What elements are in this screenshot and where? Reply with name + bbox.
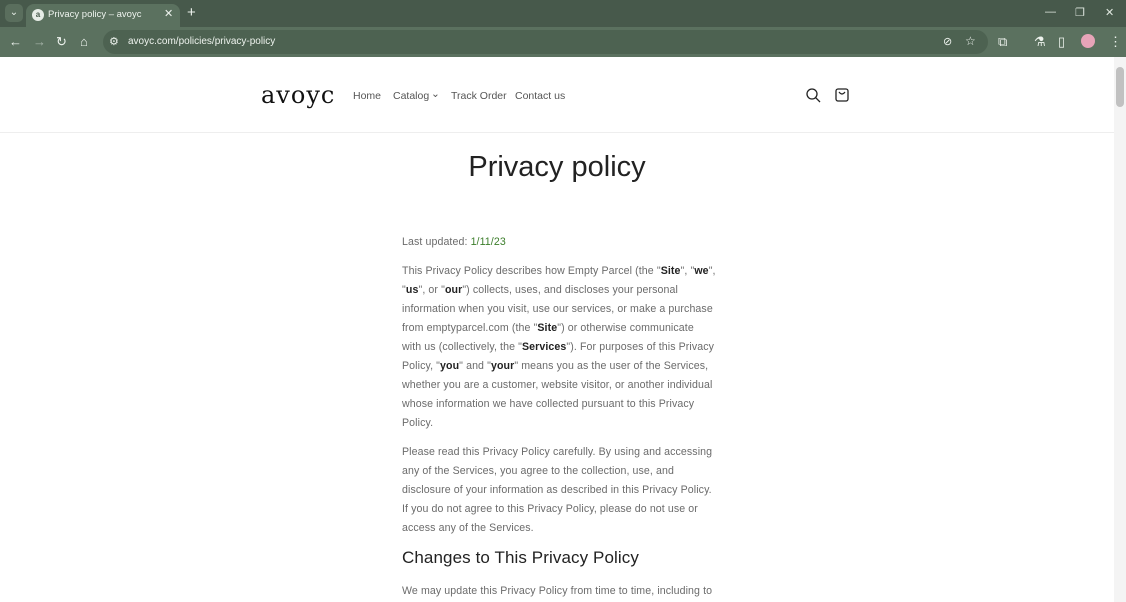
labs-flask-icon[interactable]: ⚗ xyxy=(1034,34,1046,49)
paragraph-line xyxy=(402,481,732,500)
text-segment: ") or otherwise communicate xyxy=(557,322,694,334)
new-tab-icon[interactable]: + xyxy=(187,4,196,21)
text-segment: Policy. xyxy=(402,417,434,429)
text-segment: ", xyxy=(708,265,716,277)
text-segment: ", " xyxy=(680,265,695,277)
nav-home[interactable]: Home xyxy=(353,90,382,102)
cart-icon[interactable] xyxy=(835,87,850,103)
search-icon[interactable] xyxy=(806,88,821,103)
policy-paragraph xyxy=(402,443,732,538)
bold-term: Site xyxy=(660,265,681,277)
text-segment: If you do not agree to this Privacy Policy, please do not use or xyxy=(402,503,698,515)
bookmark-star-icon[interactable]: ☆ xyxy=(965,34,976,48)
bold-term: us xyxy=(405,284,419,296)
text-segment: disclosure of your information as described in this Privacy Policy. xyxy=(402,484,712,496)
forward-icon[interactable]: → xyxy=(33,34,46,49)
site-settings-icon[interactable]: ⚙ xyxy=(109,36,119,48)
text-segment: whose information we have collected pursuant to this Privacy xyxy=(402,398,695,410)
paragraph-line xyxy=(402,338,732,357)
text-segment: Please read this Privacy Policy carefully. By using and accessing xyxy=(402,446,713,458)
paragraph-line xyxy=(402,519,732,538)
paragraph-line xyxy=(402,300,732,319)
scrollbar[interactable] xyxy=(1114,57,1126,602)
site-logo[interactable]: avoyc xyxy=(261,81,336,109)
nav-track-order[interactable]: Track Order xyxy=(451,90,507,102)
back-icon[interactable]: ← xyxy=(9,34,22,49)
eye-off-icon[interactable]: ⊘ xyxy=(943,36,953,48)
minimize-icon[interactable]: — xyxy=(1045,6,1056,18)
menu-kebab-icon[interactable]: ⋮ xyxy=(1109,34,1122,49)
text-segment: ", or " xyxy=(418,284,445,296)
nav-catalog[interactable]: Catalog xyxy=(393,90,430,102)
text-segment: whether you are a customer, website visitor, or another individual xyxy=(402,379,713,391)
nav-contact-us[interactable]: Contact us xyxy=(515,90,566,102)
text-segment: any of the Services, you agree to the collection, use, and xyxy=(402,465,674,477)
site-favicon-icon: a xyxy=(32,9,44,21)
tab-strip xyxy=(0,0,1126,27)
page-title: Privacy policy xyxy=(468,151,646,183)
text-segment: " and " xyxy=(459,360,491,372)
paragraph-line xyxy=(402,500,732,519)
bold-term: our xyxy=(444,284,463,296)
policy-content xyxy=(402,233,732,601)
close-tab-icon[interactable]: ✕ xyxy=(164,8,174,20)
bold-term: Services xyxy=(522,341,567,353)
paragraph-line xyxy=(402,376,732,395)
tab-active[interactable] xyxy=(26,4,180,27)
web-page xyxy=(0,57,1114,602)
address-bar[interactable] xyxy=(103,30,988,54)
paragraph-line xyxy=(402,357,732,376)
text-segment: with us (collectively, the " xyxy=(402,341,522,353)
text-segment: access any of the Services. xyxy=(402,522,534,534)
site-header xyxy=(0,57,1114,133)
paragraph-line xyxy=(402,281,732,300)
side-panel-icon[interactable]: ▯ xyxy=(1058,34,1066,49)
extensions-icon[interactable]: ⧉ xyxy=(998,34,1008,49)
paragraph-line xyxy=(402,319,732,338)
text-segment: "). For purposes of this Privacy xyxy=(566,341,715,353)
bold-term: we xyxy=(694,265,709,277)
last-updated xyxy=(402,233,732,252)
last-updated-value: 1/11/23 xyxy=(470,236,506,248)
bold-term: you xyxy=(440,360,460,372)
bold-term: your xyxy=(490,360,515,372)
section-paragraph: We may update this Privacy Policy from time to time, including to xyxy=(402,585,713,597)
paragraph-line xyxy=(402,414,732,433)
text-segment: ") collects, uses, and discloses your personal xyxy=(462,284,678,296)
text-segment: Policy, " xyxy=(402,360,441,372)
restore-icon[interactable]: ❐ xyxy=(1075,7,1085,19)
close-window-icon[interactable]: ✕ xyxy=(1105,7,1115,19)
tab-search-button[interactable]: ⌄ xyxy=(5,4,23,22)
last-updated-label: Last updated: xyxy=(402,236,468,248)
reload-icon[interactable]: ↻ xyxy=(56,34,67,49)
browser-toolbar xyxy=(0,27,1126,57)
home-icon[interactable]: ⌂ xyxy=(80,34,88,49)
section-heading: Changes to This Privacy Policy xyxy=(402,548,640,567)
text-segment: information when you visit, use our services, or make a purchase xyxy=(402,303,713,315)
text-segment: This Privacy Policy describes how Empty Parcel (the " xyxy=(402,265,661,277)
bold-term: Site xyxy=(537,322,558,334)
tab-title: Privacy policy – avoyc xyxy=(48,9,142,20)
paragraph-line xyxy=(402,262,732,281)
text-segment: from emptyparcel.com (the " xyxy=(402,322,538,334)
text-segment: " xyxy=(402,284,406,296)
url-text[interactable]: avoyc.com/policies/privacy-policy xyxy=(128,36,276,47)
policy-paragraph xyxy=(402,262,732,433)
profile-avatar[interactable] xyxy=(1081,34,1095,48)
chevron-down-icon[interactable]: ⌄ xyxy=(431,88,440,100)
scrollbar-thumb[interactable] xyxy=(1116,67,1124,107)
paragraph-line xyxy=(402,395,732,414)
paragraph-line xyxy=(402,462,732,481)
text-segment: " means you as the user of the Services, xyxy=(514,360,709,372)
paragraph-line xyxy=(402,443,732,462)
